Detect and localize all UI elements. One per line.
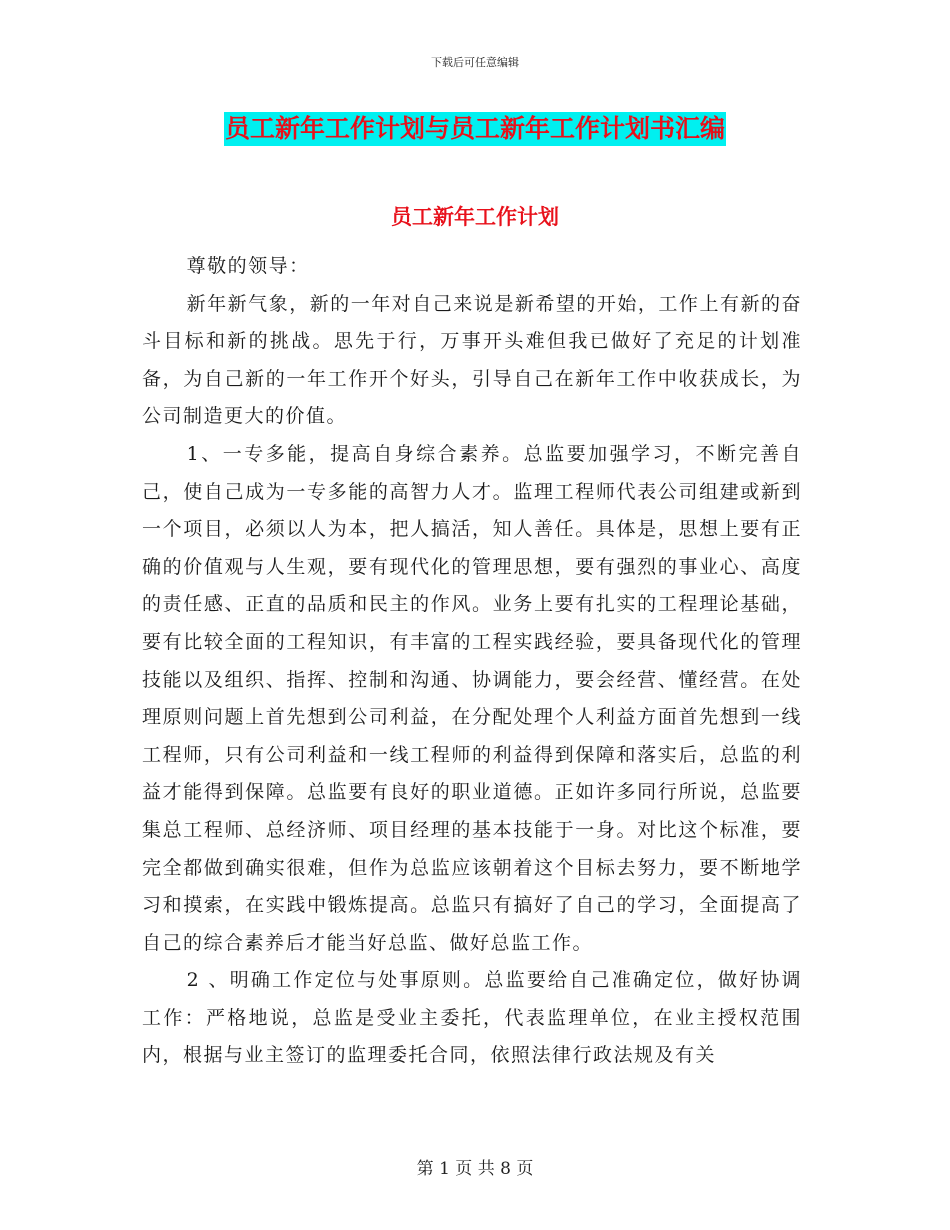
page-number: 第 1 页 共 8 页 bbox=[416, 1159, 534, 1179]
document-title: 员工新年工作计划与员工新年工作计划书汇编 bbox=[224, 112, 726, 146]
paragraph: 新年新气象，新的一年对自己来说是新希望的开始，工作上有新的奋斗目标和新的挑战。思先于行，万事开头难但我已做好了充足的计划准备，为自己新的一年工作开个好头，引导自己在新年工作中收获成长，为公司制造更大的价值。 bbox=[142, 292, 802, 428]
paragraph: 1、一专多能，提高自身综合素养。总监要加强学习，不断完善自己，使自己成为一专多能的高智力人才。监理工程师代表公司组建或新到一个项目，必须以人为本，把人搞活，知人善任。具体是，思想上要有正确的价值观与人生观，要有现代化的管理思想，要有强烈的事业心、高度的责任感、正直的品质和民主的作风。业务上要有扎实的工程理论基础，要有比较全面的工程知识，有丰富的工程实践经验，要具备现代化的管理技能以及组织、指挥、控制和沟通、协调能力，要会经营、懂经营。在处理原则问题上首先想到公司利益，在分配处理个人利益方面首先想到一线工程师，只有公司利益和一线工程师的利益得到保障和落实后，总监的利益才能得到保障。总监要有良好的职业道德。正如许多同行所说，总监要集总工程师、总经济师、项目经理的基本技能于一身。对比这个标准，要完全都做到确实很难，但作为总监应该朝着这个目标去努力，要不断地学习和摸索，在实践中锻炼提高。总监只有搞好了自己的学习，全面提高了自己的综合素养后才能当好总监、做好总监工作。 bbox=[142, 442, 802, 954]
document-body bbox=[142, 248, 802, 1075]
paragraph: 2 、明确工作定位与处事原则。总监要给自己准确定位，做好协调工作：严格地说，总监是受业主委托，代表监理单位，在业主授权范围内，根据与业主签订的监理委托合同，依照法律行政法规及有关 bbox=[142, 969, 802, 1067]
document-title-wrap bbox=[0, 112, 950, 146]
salutation: 尊敬的领导： bbox=[186, 255, 310, 277]
page-header-note: 下载后可任意编辑 bbox=[431, 56, 519, 69]
section-title: 员工新年工作计划 bbox=[391, 205, 559, 229]
